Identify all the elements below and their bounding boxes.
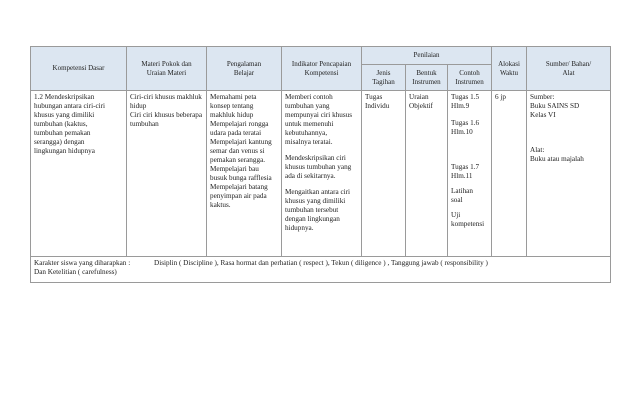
header-contoh-instrumen: Contoh Instrumen	[448, 65, 492, 91]
contoh-item: Tugas 1.5 Hlm.9	[451, 93, 480, 110]
cell-pengalaman: Memahami peta konsep tentang makhluk hidup Mempelajari rongga udara pada teratai Mempelajari kantung semar dan venus si pemakan serangga. Mempelajari bau busuk bunga rafflesia Mempelajari batang penyimpan air pada kaktus.	[207, 91, 282, 257]
contoh-item: Tugas 1.7 Hlm.11	[451, 163, 480, 180]
syllabus-table	[30, 46, 611, 283]
indikator-item: Mendeskripsikan ciri khusus tumbuhan yang ada di sekitarnya.	[285, 154, 352, 180]
header-bentuk-instrumen: Bentuk Instrumen	[406, 65, 448, 91]
karakter-values: Disiplin ( Discipline ), Rasa hormat dan perhatian ( respect ), Tekun ( diligence ) , Tanggung jawab ( responsibility )	[154, 259, 488, 267]
cell-karakter	[31, 257, 611, 283]
cell-jenis-tagihan: Tugas Individu	[362, 91, 406, 257]
indikator-item: Mengaitkan antara ciri khusus yang dimiliki tumbuhan tersebut dengan lingkungan hidupnya.	[285, 188, 351, 232]
contoh-item: Tugas 1.6 Hlm.10	[451, 119, 480, 136]
table-row	[31, 91, 611, 257]
cell-sumber	[527, 91, 611, 257]
header-materi-pokok: Materi Pokok dan Uraian Materi	[127, 47, 207, 91]
indikator-item: Memberi contoh tumbuhan yang mempunyai ciri khusus untuk memenuhi kebutuhannya, misalnya teratai.	[285, 93, 353, 146]
header-penilaian: Penilaian	[362, 47, 492, 65]
cell-contoh-instrumen	[448, 91, 492, 257]
header-pengalaman-belajar: Pengalaman Belajar	[207, 47, 282, 91]
header-indikator: Indikator Pencapaian Kompetensi	[282, 47, 362, 91]
cell-bentuk-instrumen: Uraian Objektif	[406, 91, 448, 257]
contoh-item: Latihan soal	[451, 187, 473, 204]
karakter-label: Karakter siswa yang diharapkan :	[34, 259, 131, 267]
cell-materi: Ciri-ciri khusus makhluk hidup Ciri ciri khusus beberapa tumbuhan	[127, 91, 207, 257]
karakter-line2: Dan Ketelitian ( carefulness)	[34, 268, 117, 276]
header-kompetensi-dasar: Kompetensi Dasar	[31, 47, 127, 91]
contoh-item: Uji kompetensi	[451, 211, 485, 228]
alat-item: Alat: Buku atau majalah	[530, 146, 584, 163]
sumber-item: Sumber: Buku SAINS SD Kelas VI	[530, 93, 580, 119]
cell-alokasi-waktu: 6 jp	[492, 91, 527, 257]
cell-indikator	[282, 91, 362, 257]
header-jenis-tagihan: Jenis Tagihan	[362, 65, 406, 91]
header-alokasi-waktu: Alokasi Waktu	[492, 47, 527, 91]
karakter-row	[31, 257, 611, 283]
cell-kompetensi: 1.2 Mendeskripsikan hubungan antara ciri-ciri khusus yang dimiliki tumbuhan (kaktus, tumbuhan pemakan serangga) dengan lingkungan hidupnya	[31, 91, 127, 257]
header-sumber: Sumber/ Bahan/ Alat	[527, 47, 611, 91]
